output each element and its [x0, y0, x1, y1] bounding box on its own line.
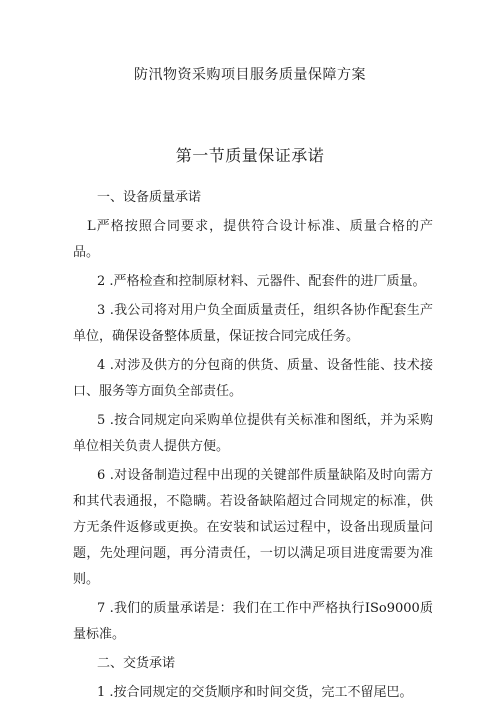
paragraph-item-2: 2 .严格检查和控制原材料、元器件、配套件的进厂质量。	[97, 274, 426, 289]
part-heading-delivery: 二、交货承诺	[97, 656, 176, 671]
document-body	[73, 185, 433, 709]
paragraph-item-3: 3 .我公司将对用户负全面质量责任，组织各协作配套生产单位，确保设备整体质量，保证按合同完成任务。	[73, 303, 433, 344]
paragraph-item-6: 6 .对设备制造过程中出现的关键部件质量缺陷及时向需方和其代表通报，不隐瞒。若设备缺陷超过合同规定的标准，供方无条件返修或更换。在安装和试运过程中，设备出现质量问题，先处理问题，再分清责任，一切以满足项目进度需要为准则。	[73, 468, 433, 587]
paragraph-item-7: 7 .我们的质量承诺是：我们在工作中严格执行ISo9000质量标准。	[73, 601, 433, 642]
paragraph-item-5: 5 .按合同规定向采购单位提供有关标准和图纸，并为采购单位相关负责人提供方便。	[73, 413, 433, 454]
paragraph-item-1: L严格按照合同要求，提供符合设计标准、质量合格的产品。	[73, 219, 433, 260]
paragraph-delivery-item-1: 1 .按合同规定的交货顺序和时间交货，完工不留尾巴。	[97, 685, 413, 700]
paragraph-item-4: 4 .对涉及供方的分包商的供货、质量、设备性能、技术接口、服务等方面负全部责任。	[73, 358, 433, 399]
section-title: 第一节质量保证承诺	[175, 146, 325, 165]
part-heading-equipment-quality: 一、设备质量承诺	[97, 190, 202, 205]
document-title: 防汛物资采购项目服务质量保障方案	[134, 67, 366, 83]
